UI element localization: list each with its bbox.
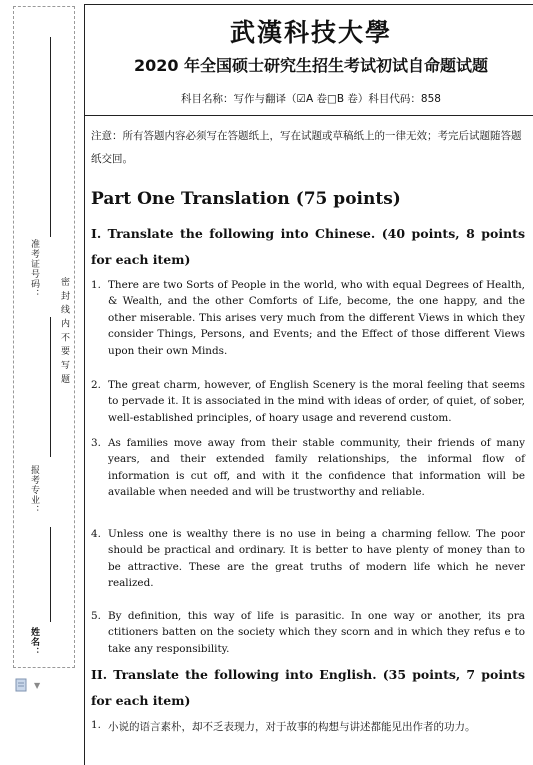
exam-title: 2020 年全国硕士研究生招生考试初试自命题试题 [133,56,489,75]
item-number: 1. [91,719,101,731]
item-text: By definition, this way of life is parasitic. In one way or another, its pra ctitioners batten on the society which they scorn and in which they refus e to take any responsibility. [108,610,525,655]
binding-strip [13,6,75,668]
section-two-heading: II. Translate the following into English. (35 points, 7 points for each item) [91,667,525,708]
subject-line: 科目名称：写作与翻译（☑A 卷□B 卷）科目代码：858 [181,93,441,105]
translation-item-cn-1 [91,717,525,737]
major-label: 报考专业： [29,465,39,515]
item-number: 3. [91,437,101,449]
major-underline [50,317,51,457]
name-label: 姓名： [29,627,39,657]
translation-item-1 [91,277,525,359]
id-underline [50,37,51,237]
item-text: 小说的语言素朴，却不乏表现力，对于故事的构想与讲述都能见出作者的功力。 [108,721,476,733]
item-text: As families move away from their stable community, their friends of many years, and their extended family relationships, the informal flow of information is cut off, and with it the confidence that information will be available when needed and will be trustworthy and reliable. [108,437,525,499]
name-underline [50,527,51,622]
translation-item-2 [91,377,525,426]
sealing-warning: 密 封 线 内 不 要 写 题 [59,277,69,385]
header-divider [85,115,533,116]
item-number: 1. [91,279,101,291]
item-number: 2. [91,379,101,391]
item-text: There are two Sorts of People in the world, who with equal Degrees of Health, & Wealth, and the other Comforts of Life, become, the one happy, and the other miserable. This arises very much from the different Views in which they consider Things, Persons, and Events; and the Effect of those different Views upon their own Minds. [108,279,525,357]
translation-item-5 [91,608,525,657]
section-one-heading: I. Translate the following into Chinese. (40 points, 8 points for each item) [91,226,525,267]
id-label: 准考证号码： [29,239,39,299]
item-text: Unless one is wealthy there is no use in being a charming fellow. The poor should be practical and ordinary. It is better to have plenty of money than to be attractive. These are the great truths of modern life which he never realized. [108,528,525,590]
document-icon[interactable] [14,678,28,692]
item-number: 4. [91,528,101,540]
notice-text: 注意：所有答题内容必须写在答题纸上，写在试题或草稿纸上的一律无效；考完后试题随答题纸交回。 [91,130,522,165]
translation-item-3 [91,435,525,501]
part-one-title: Part One Translation (75 points) [91,189,401,209]
item-number: 5. [91,610,101,622]
university-logo: 武漢科技大學 [229,18,392,47]
translation-item-4 [91,526,525,592]
exam-page [84,4,533,765]
chevron-down-icon[interactable]: ▼ [34,681,41,690]
item-text: The great charm, however, of English Scenery is the moral feeling that seems to pervade it. It is associated in the mind with ideas of order, of quiet, of sober, well-established principles, of hoary usage and reverend custom. [108,379,525,424]
